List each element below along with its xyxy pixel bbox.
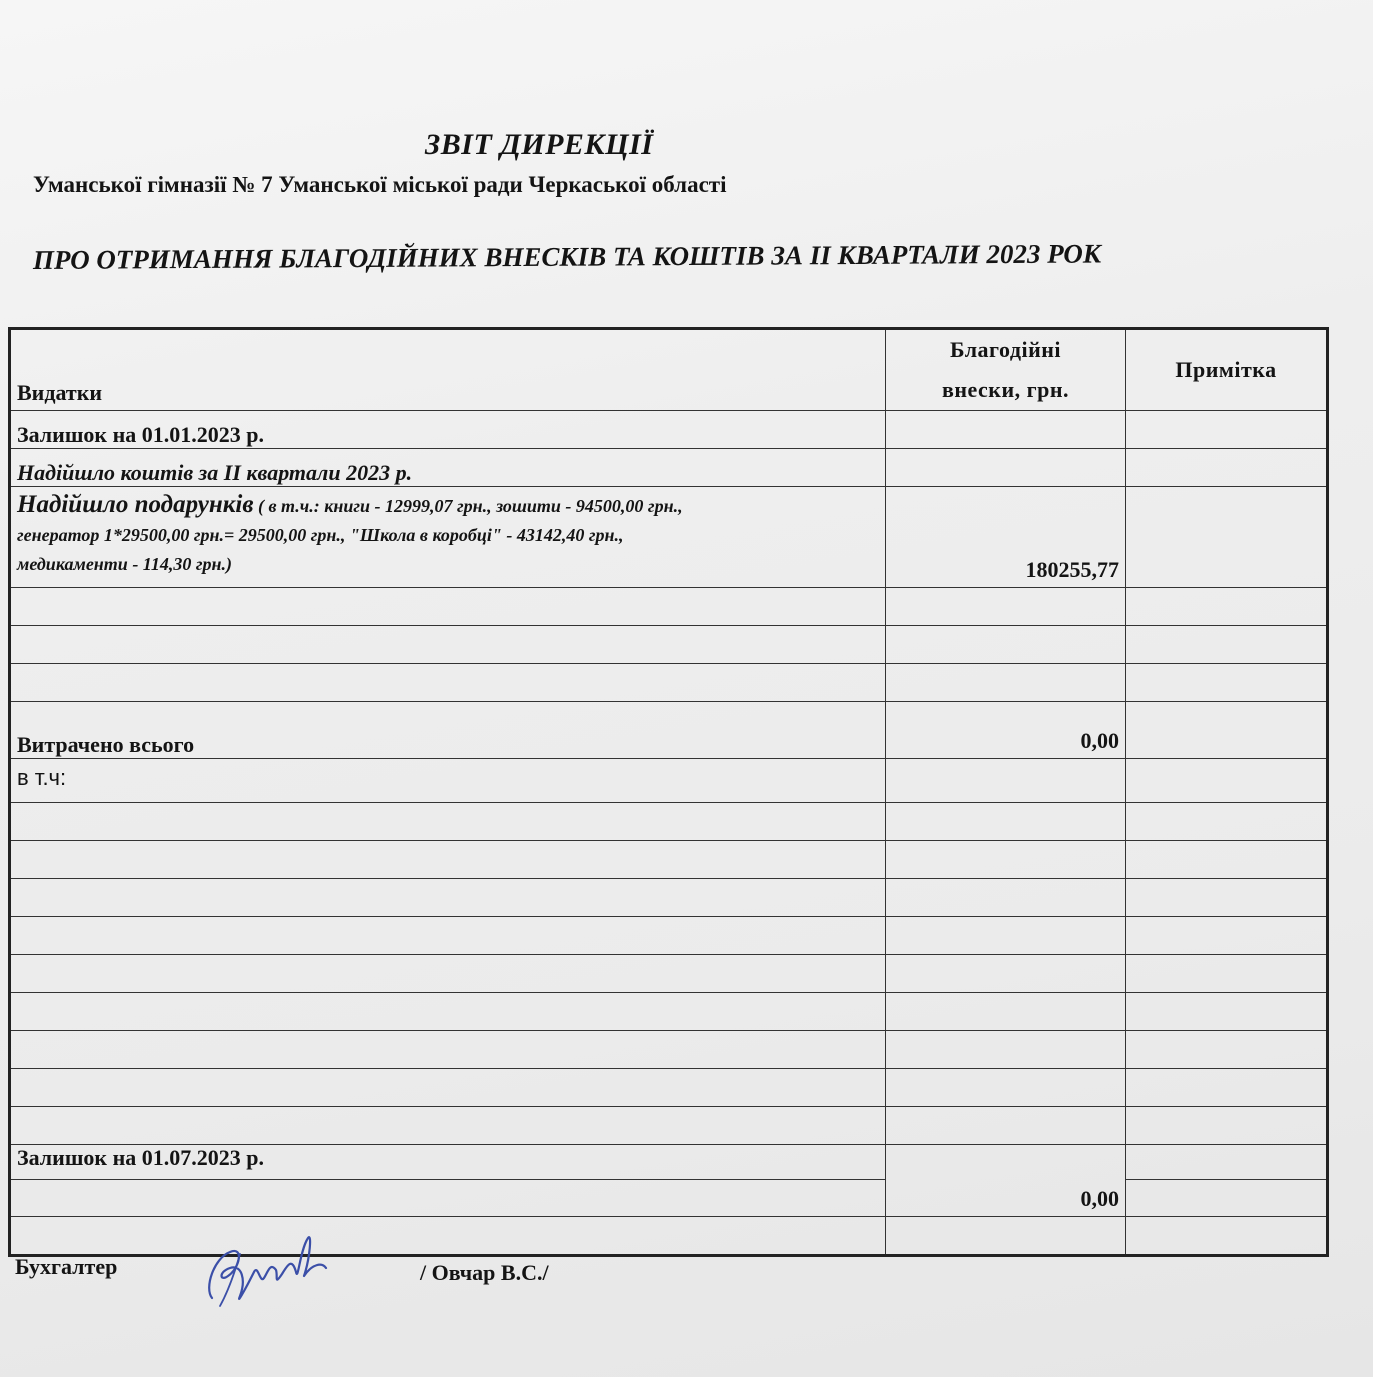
table-row [10, 803, 1328, 841]
table-row [10, 626, 1328, 664]
header-donations [886, 329, 1126, 411]
table-row [10, 411, 1328, 449]
table-cell [10, 917, 886, 955]
table-cell [886, 626, 1126, 664]
table-cell [1126, 803, 1328, 841]
header-donations-line2: внески, грн. [941, 377, 1070, 402]
gifts-details-2: генератор 1*29500,00 грн.= 29500,00 грн., "Школа в коробці" - 43142,40 грн., [17, 525, 624, 545]
table-cell [886, 841, 1126, 879]
table-cell [10, 588, 886, 626]
table-row [10, 664, 1328, 702]
table-cell [886, 664, 1126, 702]
table-cell [1126, 1217, 1328, 1256]
document-subtitle: Уманської гімназії № 7 Уманської міської ради Черкаської області [33, 172, 727, 197]
table-row [10, 1180, 1328, 1217]
table-cell [10, 803, 886, 841]
table-cell [10, 1180, 886, 1217]
signature [200, 1228, 340, 1318]
header-note: Примітка [1126, 329, 1328, 411]
table-cell [886, 1107, 1126, 1145]
balance-end-label: Залишок на 01.07.2023 р. [10, 1145, 886, 1180]
table-cell [1126, 664, 1328, 702]
accountant-name: / Овчар В.С./ [420, 1260, 549, 1285]
table-cell [1126, 1069, 1328, 1107]
table-cell [10, 841, 886, 879]
table-cell [1126, 411, 1328, 449]
table-cell [1126, 702, 1328, 759]
table-row [10, 759, 1328, 803]
table-cell [1126, 879, 1328, 917]
table-cell [1126, 955, 1328, 993]
table-cell [10, 955, 886, 993]
table-row [10, 879, 1328, 917]
table-cell [1126, 1107, 1328, 1145]
table-cell [886, 411, 1126, 449]
table-cell [10, 993, 886, 1031]
gifts-value: 180255,77 [886, 487, 1126, 588]
table-row [10, 702, 1328, 759]
table-row [10, 588, 1328, 626]
table-cell [886, 759, 1126, 803]
funds-received-label: Надійшло коштів за ІІ квартали 2023 р. [10, 449, 886, 487]
table-cell [10, 626, 886, 664]
table-cell [10, 1217, 886, 1256]
gifts-cell [10, 487, 886, 588]
header-donations-line1: Благодійні [949, 337, 1062, 362]
table-row [10, 917, 1328, 955]
table-cell [886, 1031, 1126, 1069]
table-row [10, 1145, 1328, 1180]
table-cell [1126, 487, 1328, 588]
spent-value: 0,00 [886, 702, 1126, 759]
table-cell [1126, 759, 1328, 803]
table-row [10, 487, 1328, 588]
table-row [10, 449, 1328, 487]
spent-label: Витрачено всього [10, 702, 886, 759]
table-cell [1126, 1145, 1328, 1180]
document-heading: ПРО ОТРИМАННЯ БЛАГОДІЙНИХ ВНЕСКІВ ТА КОШТІВ ЗА ІІ КВАРТАЛИ 2023 РОК [32, 238, 1102, 275]
gifts-details-3: медикаменти - 114,30 грн.) [17, 554, 232, 574]
table-row [10, 955, 1328, 993]
table-row [10, 1107, 1328, 1145]
table-cell [1126, 993, 1328, 1031]
table-cell [886, 955, 1126, 993]
table-cell [886, 449, 1126, 487]
table-cell [1126, 917, 1328, 955]
table-header-row [10, 329, 1328, 411]
table-row [10, 1069, 1328, 1107]
document-title: ЗВІТ ДИРЕКЦІЇ [425, 128, 654, 161]
gifts-label: Надійшло подарунків [17, 491, 254, 518]
balance-end-value: 0,00 [886, 1145, 1126, 1217]
table-cell [886, 588, 1126, 626]
header-expenses: Видатки [10, 329, 886, 411]
table-cell [1126, 1180, 1328, 1217]
table-cell [10, 664, 886, 702]
table-cell [886, 803, 1126, 841]
table-cell [886, 993, 1126, 1031]
table-cell [886, 1069, 1126, 1107]
table-cell [886, 1217, 1126, 1256]
table-cell [1126, 1031, 1328, 1069]
report-table [8, 327, 1329, 1257]
table-cell [886, 879, 1126, 917]
table-cell [1126, 841, 1328, 879]
table-cell [10, 1107, 886, 1145]
table-cell [1126, 588, 1328, 626]
table-cell [10, 879, 886, 917]
gifts-details-1: ( в т.ч.: книги - 12999,07 грн., зошити - 94500,00 грн., [253, 496, 683, 516]
table-cell [10, 1031, 886, 1069]
table-row [10, 993, 1328, 1031]
including-label: в т.ч: [10, 759, 886, 803]
table-row [10, 1031, 1328, 1069]
balance-start-label: Залишок на 01.01.2023 р. [10, 411, 886, 449]
table-cell [886, 917, 1126, 955]
accountant-label: Бухгалтер [15, 1254, 118, 1279]
table-cell [1126, 449, 1328, 487]
table-cell [1126, 626, 1328, 664]
table-row [10, 841, 1328, 879]
table-cell [10, 1069, 886, 1107]
